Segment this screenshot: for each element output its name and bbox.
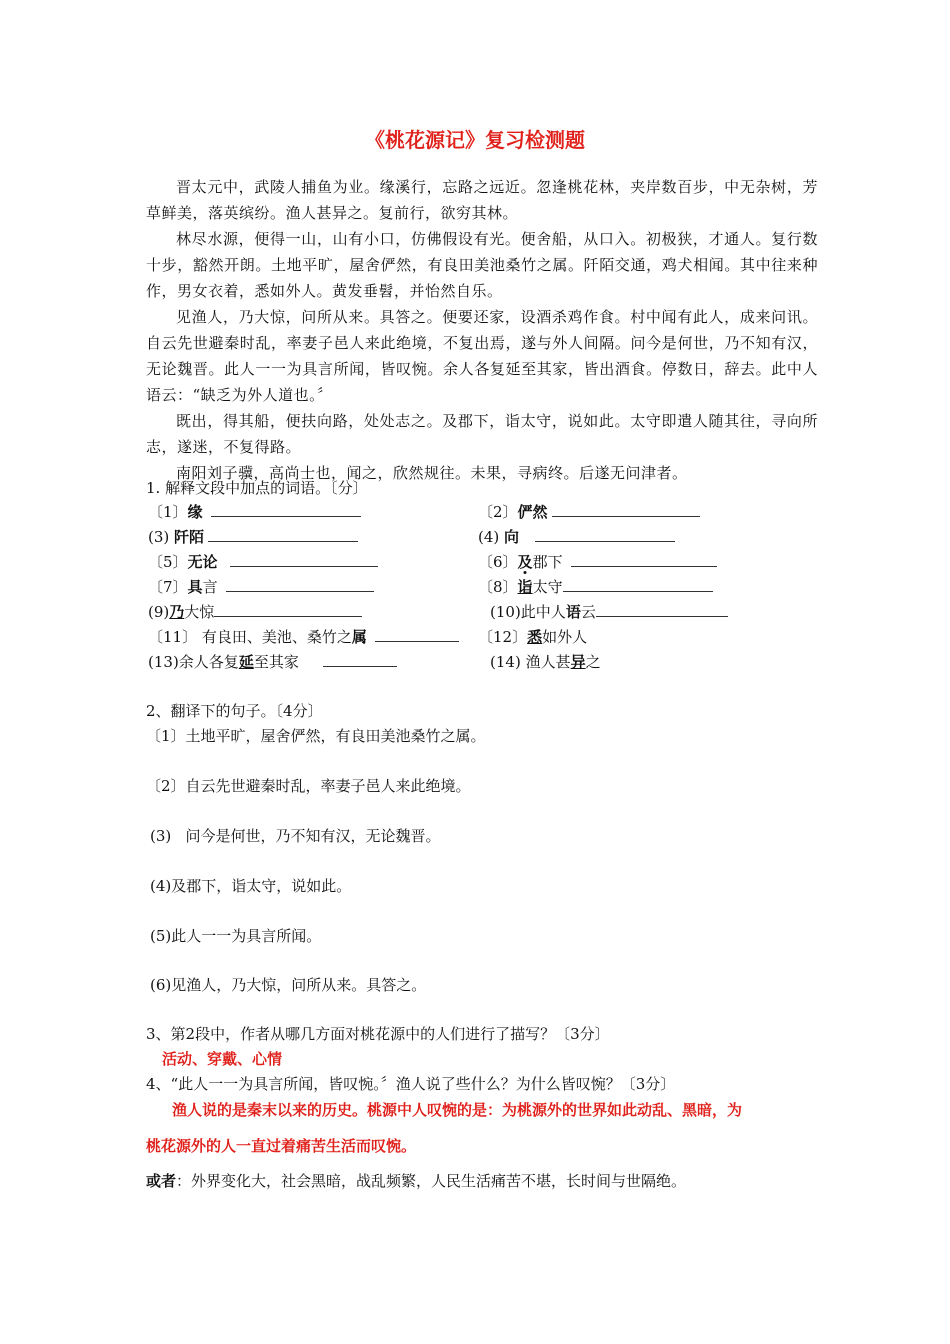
item-word: 异 [570, 653, 586, 671]
question-1-items [148, 500, 828, 675]
passage-paragraph: 晋太元中，武陵人捕鱼为业。缘溪行，忘路之远近。忽逢桃花林，夹岸数百步，中无杂树，芳草鲜美，落英缤纷。渔人甚异之。复前行，欲穷其林。 [146, 178, 818, 222]
translation-item: (3) 问今是何世，乃不知有汉，无论魏晋。 [150, 827, 441, 845]
q1-item [478, 550, 717, 575]
item-word: 阡陌 [174, 528, 205, 546]
translation-item: 〔1〕土地平旷，屋舍俨然，有良田美池桑竹之属。 [146, 727, 486, 745]
item-context: 渔人甚 [525, 653, 571, 671]
answer-blank[interactable] [214, 600, 362, 617]
passage-paragraph: 既出，得其船，便扶向路，处处志之。及郡下，诣太守，说如此。太守即遣人随其往，寻向所志，遂迷，不复得路。 [146, 412, 818, 456]
answer-blank[interactable] [226, 575, 374, 592]
item-context: 至其家 [253, 653, 299, 671]
item-context: 如外人 [542, 628, 588, 646]
passage-paragraph: 见渔人，乃大惊，问所从来。具答之。便要还家，设酒杀鸡作食。村中闻有此人，成来问讯。自云先世避秦时乱，率妻子邑人来此绝境，不复出焉，遂与外人间隔。问今是何世，乃不知有汉，无论魏晋。此人一一为具言所闻，皆叹惋。余人各复延至其家，皆出酒食。停数日，辞去。此中人语云：“缺乏为外人道也。〞 [146, 308, 818, 404]
item-word: 及 [517, 553, 533, 571]
item-context: 云 [580, 603, 596, 621]
answer-blank[interactable] [563, 575, 713, 592]
item-context: 之 [585, 653, 601, 671]
document-title: 《桃花源记》复习检测题 [365, 128, 585, 152]
translation-item: (5)此人一一为具言所闻。 [150, 927, 322, 945]
answer-blank[interactable] [375, 625, 459, 642]
answer-blank[interactable] [535, 525, 675, 542]
question-4-alternative-answer [146, 1170, 686, 1191]
item-word: 延 [238, 653, 254, 671]
q1-item [478, 525, 675, 550]
question-3-heading: 3、第2段中，作者从哪几方面对桃花源中的人们进行了描写？〔3分〕 [146, 1025, 610, 1043]
alt-text: ：外界变化大，社会黑暗，战乱频繁，人民生活痛苦不堪，长时间与世隔绝。 [176, 1172, 687, 1190]
item-number: (10) [490, 603, 521, 621]
item-number: 〔1〕 [148, 503, 188, 521]
q1-item [148, 625, 459, 650]
item-word: 语 [565, 603, 581, 621]
alt-label: 或者 [146, 1172, 177, 1190]
question-4-answer-line-2: 桃花源外的人一直过着痛苦生活而叹惋。 [146, 1137, 417, 1155]
item-number: 〔8〕 [478, 578, 518, 596]
item-number: (3) [148, 528, 170, 546]
item-number: 〔6〕 [478, 553, 518, 571]
passage-paragraph: 南阳刘子骥，高尚士也，闻之，欣然规往。未果，寻病终。后遂无问津者。 [176, 464, 688, 482]
item-word: 向 [504, 528, 520, 546]
q1-item [148, 525, 358, 550]
item-number: (14) [490, 653, 521, 671]
q1-item [490, 650, 601, 675]
answer-blank[interactable] [596, 600, 728, 617]
item-number: 〔5〕 [148, 553, 188, 571]
q1-item [148, 650, 397, 675]
answer-blank[interactable] [571, 550, 717, 567]
question-4-heading: 4、“此人一一为具言所闻，皆叹惋。〞渔人说了些什么？为什么皆叹惋？〔3分〕 [146, 1075, 676, 1093]
q1-item [478, 575, 713, 600]
answer-blank[interactable] [552, 500, 700, 517]
item-word: 缘 [187, 503, 203, 521]
q1-item [148, 550, 378, 575]
question-1-heading: 1. 解释文段中加点的词语。〔分〕 [146, 479, 368, 497]
translation-item: 〔2〕自云先世避秦时乱，率妻子邑人来此绝境。 [146, 777, 471, 795]
q1-item [148, 500, 361, 525]
question-2-heading: 2、翻译下的句子。〔4分〕 [146, 702, 323, 720]
item-word: 属 [351, 628, 367, 646]
q1-item [148, 575, 374, 600]
item-number: 〔12〕 [478, 628, 528, 646]
item-number: 〔11〕 [148, 628, 198, 646]
item-context: 此中人 [520, 603, 566, 621]
passage-paragraph: 林尽水源，便得一山，山有小口，仿佛假设有光。便舍船，从口入。初极狭，才通人。复行数十步，豁然开朗。土地平旷，屋舍俨然，有良田美池桑竹之属。阡陌交通，鸡犬相闻。其中往来种作，男女衣着，悉如外人。黄发垂髫，并怡然自乐。 [146, 230, 818, 300]
item-context: 余人各复 [178, 653, 239, 671]
item-word: 悉 [527, 628, 543, 646]
item-word: 诣 [517, 578, 533, 596]
item-number: (4) [478, 528, 500, 546]
item-word: 具 [187, 578, 203, 596]
item-number: (9) [148, 603, 170, 621]
answer-blank[interactable] [323, 650, 397, 667]
translation-item: (6)见渔人，乃大惊，问所从来。具答之。 [150, 976, 427, 994]
item-context: 大惊 [184, 603, 215, 621]
item-word: 俨然 [517, 503, 548, 521]
item-word: 无论 [187, 553, 218, 571]
translation-item: (4)及郡下，诣太守，说如此。 [150, 877, 352, 895]
q1-item [478, 500, 700, 525]
answer-blank[interactable] [208, 525, 358, 542]
question-3-answer: 活动、穿戴、心情 [162, 1050, 283, 1068]
item-context: 太守 [532, 578, 563, 596]
item-word: 乃 [169, 603, 185, 621]
item-context: 有良田、美池、桑竹之 [201, 628, 352, 646]
passage [146, 174, 818, 486]
q1-item [478, 625, 587, 650]
answer-blank[interactable] [230, 550, 378, 567]
answer-blank[interactable] [211, 500, 361, 517]
item-number: (13) [148, 653, 179, 671]
question-4-answer-line-1: 渔人说的是秦末以来的历史。桃源中人叹惋的是：为桃源外的世界如此动乱、黑暗，为 [172, 1101, 743, 1119]
q1-item [490, 600, 728, 625]
item-number: 〔7〕 [148, 578, 188, 596]
item-context: 言 [202, 578, 218, 596]
item-context: 郡下 [532, 553, 563, 571]
q1-item [148, 600, 362, 625]
item-number: 〔2〕 [478, 503, 518, 521]
